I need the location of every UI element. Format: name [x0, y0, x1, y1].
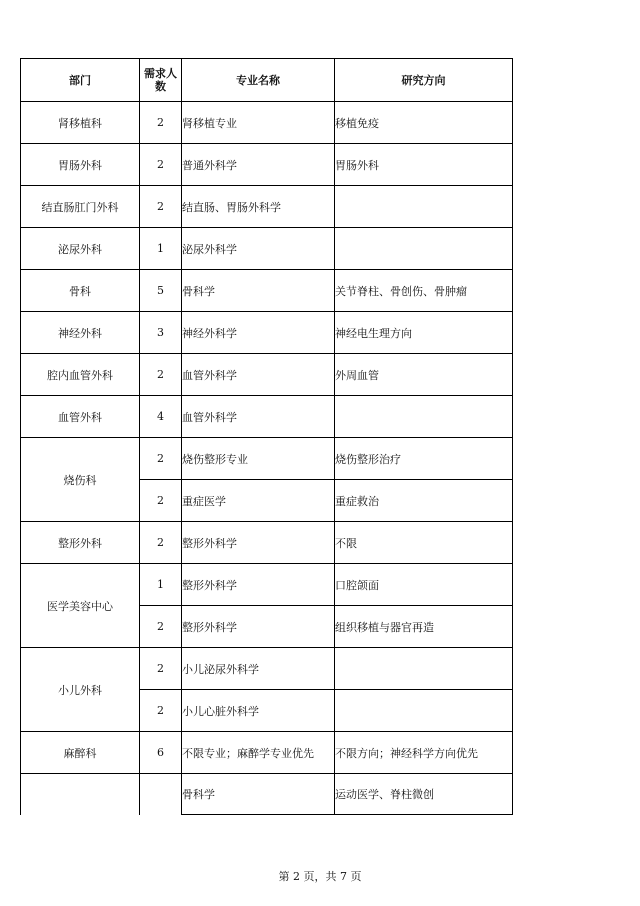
major-cell: 不限专业；麻醉学专业优先	[182, 732, 335, 774]
major-cell: 血管外科学	[182, 396, 335, 438]
count-cell: 3	[140, 312, 182, 354]
count-cell: 2	[140, 606, 182, 648]
research-cell: 不限	[335, 522, 513, 564]
table-header-row	[21, 59, 513, 102]
count-cell: 2	[140, 522, 182, 564]
dept-cell: 整形外科	[21, 522, 140, 564]
major-cell: 小儿泌尿外科学	[182, 648, 335, 690]
major-cell: 小儿心脏外科学	[182, 690, 335, 732]
table-row	[21, 102, 513, 144]
dept-cell: 肾移植科	[21, 102, 140, 144]
table-row	[21, 186, 513, 228]
major-cell: 神经外科学	[182, 312, 335, 354]
dept-cell: 麻醉科	[21, 732, 140, 774]
count-cell: 1	[140, 564, 182, 606]
count-cell: 2	[140, 480, 182, 522]
recruitment-table	[20, 58, 513, 815]
dept-cell: 神经外科	[21, 312, 140, 354]
research-cell: 运动医学、脊柱微创	[335, 774, 513, 815]
major-cell: 重症医学	[182, 480, 335, 522]
research-cell: 重症救治	[335, 480, 513, 522]
table-row	[21, 522, 513, 564]
dept-cell: 腔内血管外科	[21, 354, 140, 396]
research-cell	[335, 396, 513, 438]
count-cell: 2	[140, 690, 182, 732]
dept-cell: 小儿外科	[21, 648, 140, 732]
major-cell: 结直肠、胃肠外科学	[182, 186, 335, 228]
major-cell: 烧伤整形专业	[182, 438, 335, 480]
table-row	[21, 396, 513, 438]
major-cell: 整形外科学	[182, 564, 335, 606]
dept-cell: 骨科	[21, 270, 140, 312]
research-cell: 关节脊柱、骨创伤、骨肿瘤	[335, 270, 513, 312]
research-cell	[335, 186, 513, 228]
research-cell	[335, 228, 513, 270]
table-row	[21, 312, 513, 354]
research-cell: 神经电生理方向	[335, 312, 513, 354]
research-cell: 口腔颌面	[335, 564, 513, 606]
dept-cell: 结直肠肛门外科	[21, 186, 140, 228]
table-row	[21, 270, 513, 312]
research-cell: 组织移植与器官再造	[335, 606, 513, 648]
major-cell: 普通外科学	[182, 144, 335, 186]
major-cell: 整形外科学	[182, 606, 335, 648]
header-dept: 部门	[21, 59, 140, 102]
table-row	[21, 144, 513, 186]
table-row	[21, 228, 513, 270]
count-cell: 6	[140, 732, 182, 774]
major-cell: 血管外科学	[182, 354, 335, 396]
table-row	[21, 774, 513, 815]
dept-cell: 烧伤科	[21, 438, 140, 522]
count-cell: 2	[140, 438, 182, 480]
table-row	[21, 648, 513, 690]
count-cell: 5	[140, 270, 182, 312]
table-row	[21, 354, 513, 396]
research-cell: 外周血管	[335, 354, 513, 396]
research-cell: 胃肠外科	[335, 144, 513, 186]
header-major: 专业名称	[182, 59, 335, 102]
header-count: 需求人数	[140, 59, 182, 102]
dept-cell: 血管外科	[21, 396, 140, 438]
count-cell: 2	[140, 354, 182, 396]
page-footer: 第 2 页，共 7 页	[278, 870, 362, 883]
major-cell: 整形外科学	[182, 522, 335, 564]
count-cell: 2	[140, 144, 182, 186]
research-cell: 烧伤整形治疗	[335, 438, 513, 480]
major-cell: 肾移植专业	[182, 102, 335, 144]
research-cell	[335, 690, 513, 732]
research-cell: 不限方向；神经科学方向优先	[335, 732, 513, 774]
count-cell: 2	[140, 648, 182, 690]
table-row	[21, 732, 513, 774]
dept-cell	[21, 774, 140, 815]
research-cell: 移植免疫	[335, 102, 513, 144]
count-cell: 2	[140, 102, 182, 144]
table-row	[21, 438, 513, 480]
count-cell: 2	[140, 186, 182, 228]
dept-cell: 泌尿外科	[21, 228, 140, 270]
dept-cell: 胃肠外科	[21, 144, 140, 186]
major-cell: 骨科学	[182, 774, 335, 815]
dept-cell: 医学美容中心	[21, 564, 140, 648]
major-cell: 骨科学	[182, 270, 335, 312]
count-cell: 1	[140, 228, 182, 270]
research-cell	[335, 648, 513, 690]
table-row	[21, 564, 513, 606]
count-cell	[140, 774, 182, 815]
count-cell: 4	[140, 396, 182, 438]
header-research: 研究方向	[335, 59, 513, 102]
major-cell: 泌尿外科学	[182, 228, 335, 270]
